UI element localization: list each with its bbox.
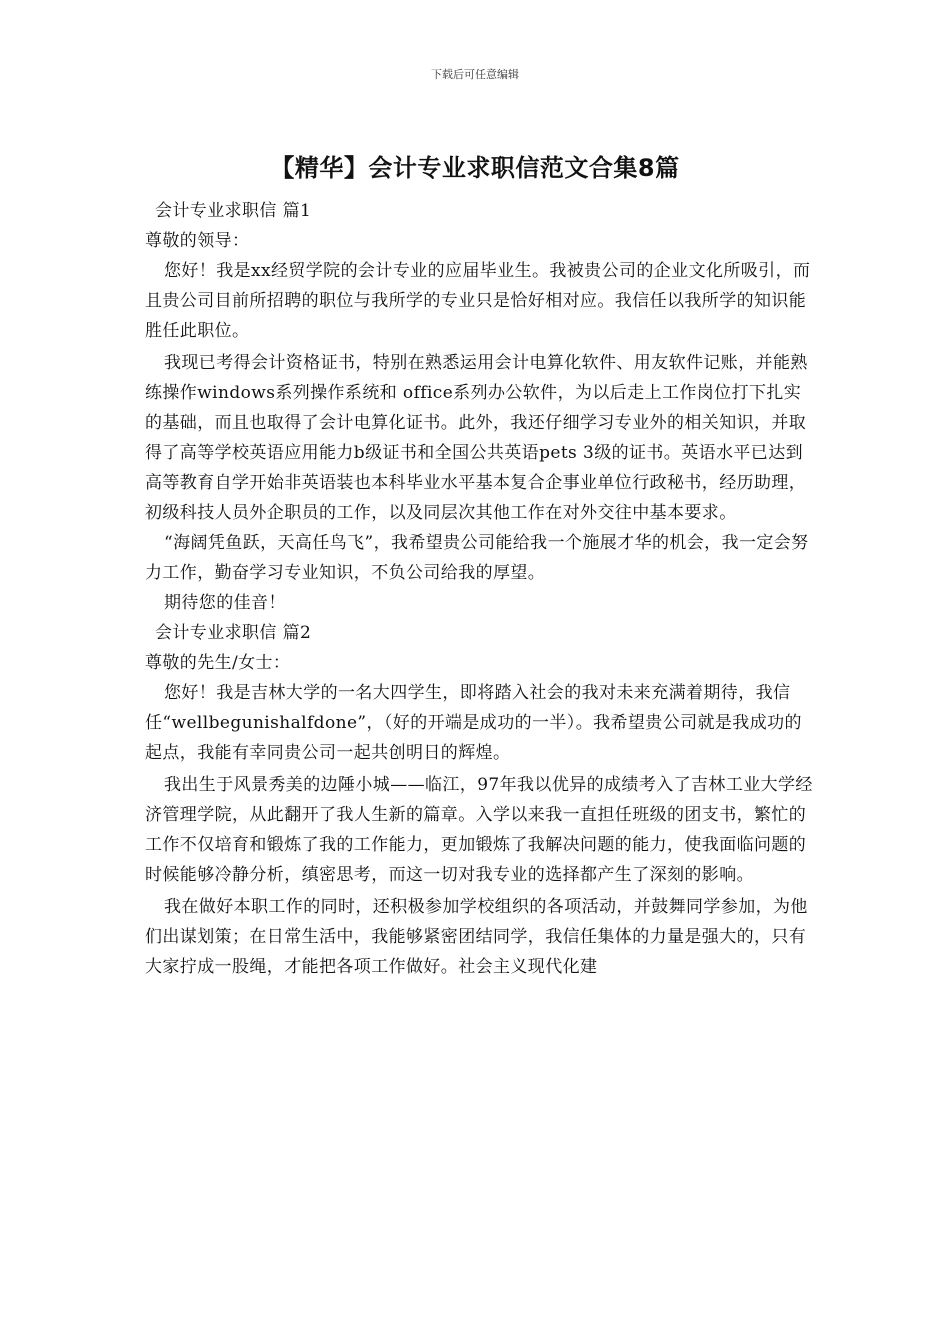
paragraph: 您好！我是xx经贸学院的会计专业的应届毕业生。我被贵公司的企业文化所吸引，而且贵公司目前所招聘的职位与我所学的专业只是恰好相对应。我信任以我所学的知识能胜任此职位。 (145, 261, 811, 341)
paragraph: 我出生于风景秀美的边陲小城——临江，97年我以优异的成绩考入了吉林工业大学经济管理学院，从此翻开了我人生新的篇章。入学以来我一直担任班级的团支书，繁忙的工作不仅培育和锻炼了我的工作能力，更加锻炼了我解决问题的能力，使我面临问题的时候能够冷静分析，缜密思考，而这一切对我专业的选择都产生了深刻的影响。 (145, 775, 813, 885)
section-heading: 会计专业求职信 篇2 (155, 623, 312, 643)
paragraph: 我现已考得会计资格证书，特别在熟悉运用会计电算化软件、用友软件记账，并能熟练操作windows系列操作系统和 office系列办公软件，为以后走上工作岗位打下扎实的基础，而且也取得了会计电算化证书。此外，我还仔细学习专业外的相关知识，并取得了高等学校英语应用能力b级证书和全国公共英语pets 3级的证书。英语水平已达到高等教育自学开始非英语装也本科毕业水平基本复合企事业单位行政秘书，经历助理，初级科技人员外企职员的工作，以及同层次其他工作在对外交往中基本要求。 (145, 353, 808, 523)
paragraph: “海阔凭鱼跃，天高任鸟飞”，我希望贵公司能给我一个施展才华的机会，我一定会努力工作，勤奋学习专业知识，不负公司给我的厚望。 (145, 533, 809, 583)
closing-line: 期待您的佳音！ (164, 593, 286, 613)
paragraph: 我在做好本职工作的同时，还积极参加学校组织的各项活动，并鼓舞同学参加，为他们出谋划策；在日常生活中，我能够紧密团结同学，我信任集体的力量是强大的，只有大家拧成一股绳，才能把各项工作做好。社会主义现代化建 (145, 897, 808, 977)
section-heading: 会计专业求职信 篇1 (155, 201, 312, 221)
document-body (145, 196, 815, 982)
page-header: 下载后可任意编辑 (431, 68, 519, 81)
salutation: 尊敬的先生/女士： (145, 653, 291, 673)
salutation: 尊敬的领导： (145, 231, 250, 251)
paragraph: 您好！我是吉林大学的一名大四学生，即将踏入社会的我对未来充满着期待，我信任“wellbegunishalfdone”，（好的开端是成功的一半）。我希望贵公司就是我成功的起点，我能有幸同贵公司一起共创明日的辉煌。 (145, 683, 802, 763)
document-title: 【精华】会计专业求职信范文合集8篇 (270, 154, 680, 182)
